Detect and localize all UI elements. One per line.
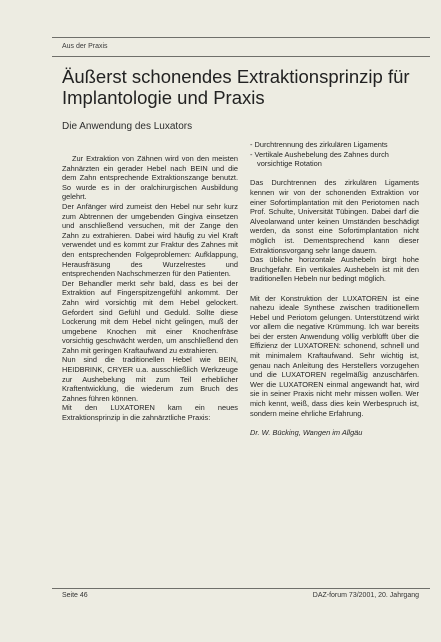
article-subtitle: Die Anwendung des Luxators — [62, 121, 193, 132]
top-rule — [52, 37, 430, 38]
header-rule — [52, 56, 430, 57]
left-paragraph-2: Der Anfänger wird zumeist den Hebel nur sehr kurz zum Abtrennen der umgebenden Gingiva einsetzen und anschließend versuchen, mit der Zange den Zahn zu extrahieren. Dabei wird häufig zu viel Kraft verwendet und es kommt zur Fraktur des Zahnes mit den entsprechenden Folgeproblemen: Aufklappung, Herausfräsung des Wurzelrestes und entsprechenden Nachschmerzen für den Patienten. — [62, 201, 238, 279]
section-label: Aus der Praxis — [62, 43, 108, 50]
article-title: Äußerst schonendes Extraktionsprinzip für Implantologie und Praxis — [62, 66, 410, 108]
spacer — [250, 284, 419, 294]
left-paragraph-4: Nun sind die traditionellen Hebel wie BEIN, HEIDBRINK, CRYER u.a. ausschließlich Werkzeuge zur Aushebelung mit zum Teil erheblicher Kraftentwicklung, die wiederum zum Bruch des Zahnes führen können. — [62, 355, 238, 403]
right-bullet-2: - Vertikale Aushebelung des Zahnes durch vorsichtige Rotation — [250, 149, 389, 169]
right-paragraph-1: Das Durchtrennen des zirkulären Ligaments kennen wir von der schonenden Extraktion vor einer Sofortimplantation mit den Periotomen nach Prof. Schulte, Universität Tübingen. Dabei darf die Alveolarwand unter keinen Umständen beschädigt werden, da sonst eine Sofortimplantation nicht möglich ist. Dementsprechend kann dieser Extraktionsvorgang sehr lange dauern. — [250, 178, 419, 255]
left-paragraph-1: Zur Extraktion von Zähnen wird von den meisten Zahnärzten ein gerader Hebel nach BEIN und die dem Zahn entsprechende Extraktionszange benutzt. So wurde es in der oralchirurgischen Ausbildung gelehrt. — [62, 154, 238, 202]
left-column — [62, 154, 238, 423]
right-paragraph-2: Das übliche horizontale Aushebeln birgt hohe Bruchgefahr. Ein vertikales Aushebeln ist mit den traditionellen Hebeln nur bedingt möglich. — [250, 255, 419, 284]
right-bullet-1: - Durchtrennung des zirkulären Ligaments — [250, 140, 388, 149]
left-paragraph-5: Mit den LUXATOREN kam ein neues Extraktionsprinzip in die zahnärztliche Praxis: — [62, 403, 238, 423]
left-paragraph-3: Der Behandler merkt sehr bald, dass es bei der Extraktion auf Fingerspitzengefühl ankommt. Der Zahn wird vorsichtig mit dem Hebel gelockert. Gefordert sind Gefühl und Geduld. Sollte diese Lockerung mit dem Hebel nicht gelingen, muß der umgebene Knochen mit einer Knochenfräse vorsichtig geschwächt werden, um anschließend den Zahn mit geringen Kraftaufwand zu extrahieren. — [62, 278, 238, 355]
spacer — [250, 169, 419, 179]
right-paragraph-3: Mit der Konstruktion der LUXATOREN ist eine nahezu ideale Synthese zwischen traditionellem Hebel und Periotom gelungen. Unterstützend wirkt vor allem die negative Krümmung. Ich war bereits bei der ersten Anwendung völlig verblüfft über die Effizienz der LUXATOREN: schonend, schnell und mit minimalem Kraftaufwand. Sehr wichtig ist, genau nach Anleitung des Herstellers vorzugehen und die LUXATOREN regelmäßig anzuschärfen. Wer die LUXATOREN einmal angewandt hat, wird sie in seiner Praxis nicht mehr missen wollen. Wer mich kennt, weiß, dass dies kein Werbespruch ist, sondern meine ehrliche Erfahrung. — [250, 293, 419, 418]
right-column — [250, 140, 419, 437]
page-number: Seite 46 — [62, 592, 88, 599]
journal-info: DAZ-forum 73/2001, 20. Jahrgang — [312, 592, 419, 599]
footer-rule — [52, 588, 430, 589]
author-signature: Dr. W. Bücking, Wangen im Allgäu — [250, 427, 363, 437]
spacer — [250, 418, 419, 428]
